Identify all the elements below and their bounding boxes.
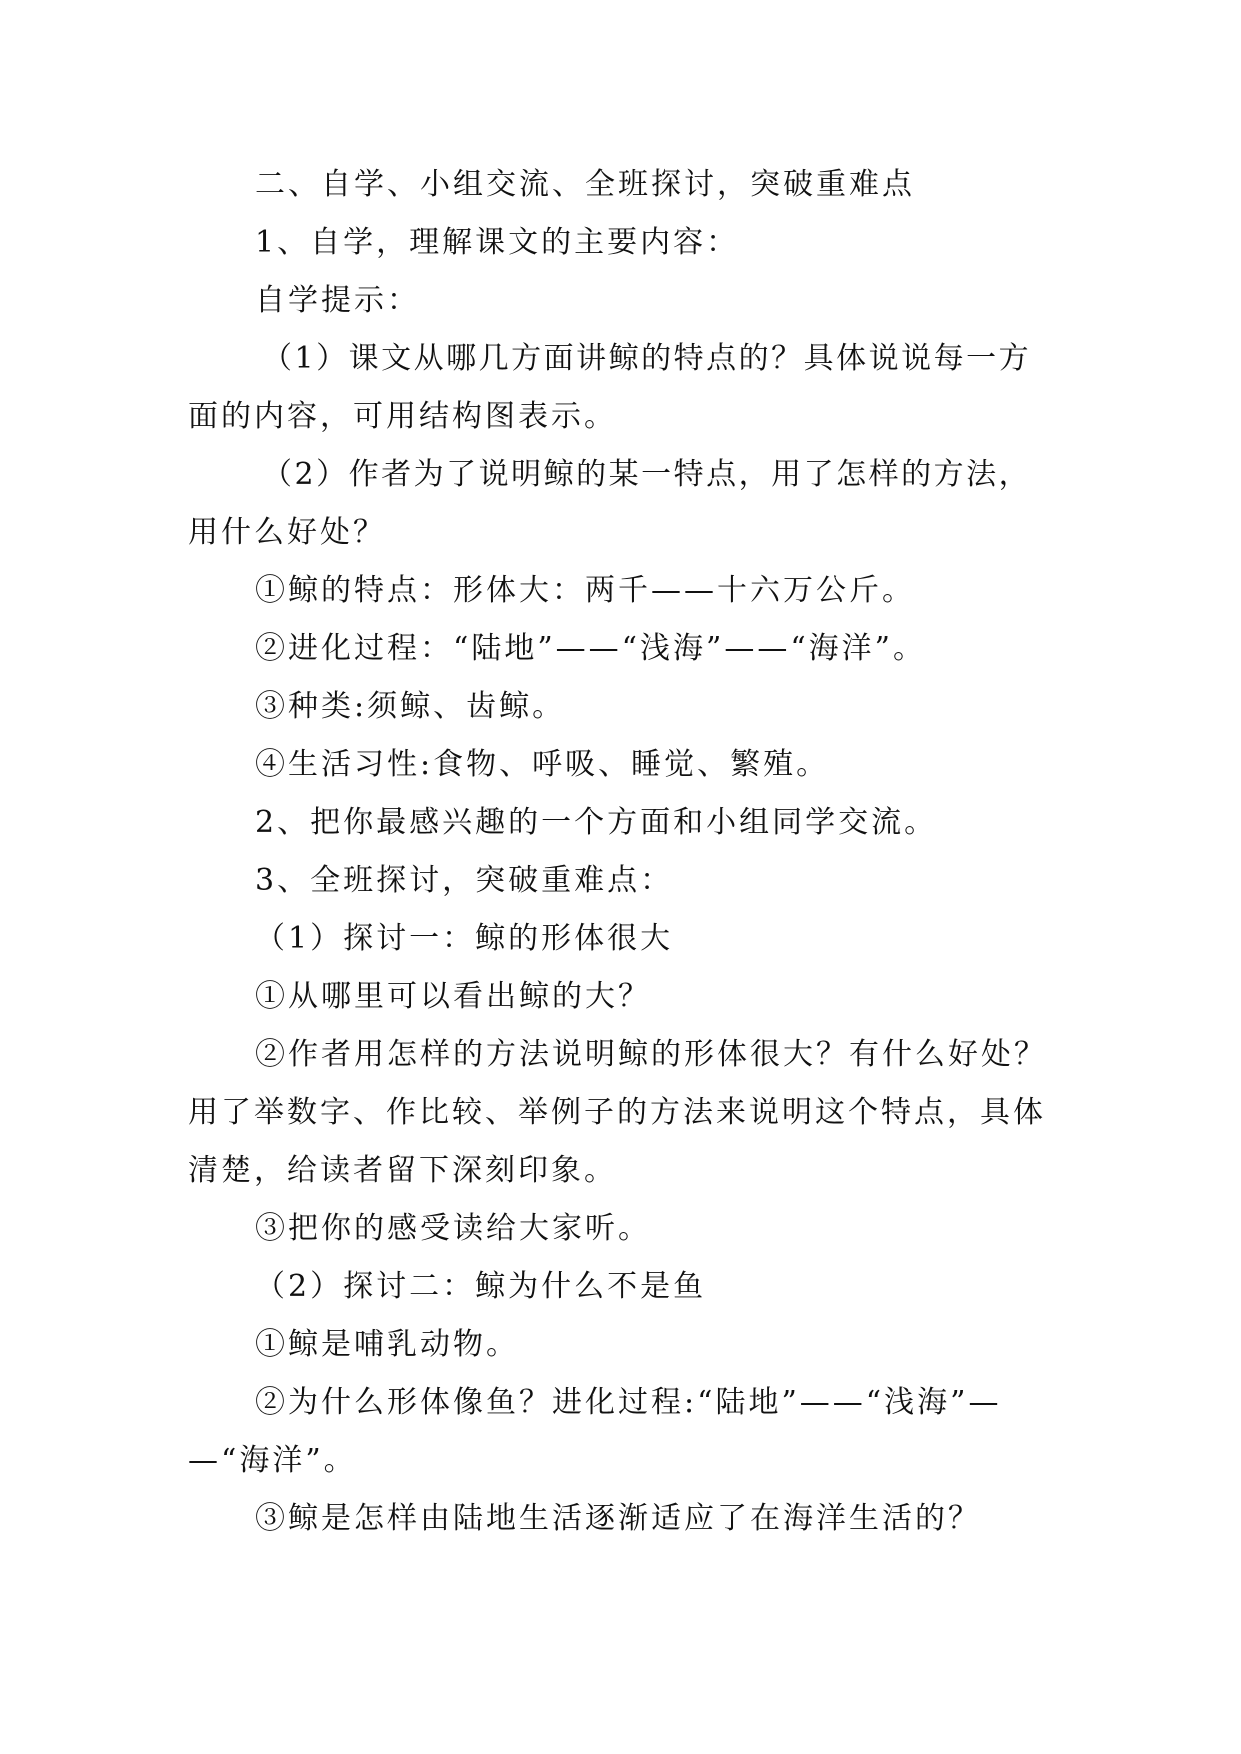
point-types: ③种类:须鲸、齿鲸。 — [255, 689, 566, 724]
class-discussion-heading: 3、全班探讨，突破重难点： — [255, 863, 674, 898]
hint-item-1: （1）课文从哪几方面讲鲸的特点的？具体说说每一方 — [262, 341, 1032, 376]
self-study-hint-label: 自学提示： — [255, 283, 420, 318]
section-heading: 二、自学、小组交流、全班探讨，突破重难点 — [255, 167, 915, 202]
subheading-self-study: 1、自学，理解课文的主要内容： — [255, 225, 740, 260]
point-whale-size: ①鲸的特点：形体大：两千——十六万公斤。 — [255, 573, 915, 608]
discussion-2-point-3: ③鲸是怎样由陆地生活逐渐适应了在海洋生活的？ — [255, 1501, 981, 1536]
discussion-1-title: （1）探讨一：鲸的形体很大 — [255, 921, 674, 956]
discussion-2-point-2: ②为什么形体像鱼？进化过程:“陆地”——“浅海”— — [255, 1385, 1002, 1420]
hint-item-2: （2）作者为了说明鲸的某一特点，用了怎样的方法， — [262, 457, 1032, 492]
discussion-1-q2: ②作者用怎样的方法说明鲸的形体很大？有什么好处？ — [255, 1037, 1047, 1072]
discussion-2-title: （2）探讨二：鲸为什么不是鱼 — [255, 1269, 707, 1304]
discussion-2-point-1: ①鲸是哺乳动物。 — [255, 1327, 519, 1362]
hint-item-1-continued: 面的内容，可用结构图表示。 — [188, 399, 617, 434]
group-exchange: 2、把你最感兴趣的一个方面和小组同学交流。 — [255, 805, 938, 840]
hint-item-2-continued: 用什么好处？ — [188, 515, 386, 550]
discussion-1-answer: 用了举数字、作比较、举例子的方法来说明这个特点，具体 — [188, 1095, 1046, 1130]
point-habits: ④生活习性:食物、呼吸、睡觉、繁殖。 — [255, 747, 830, 782]
discussion-1-q1: ①从哪里可以看出鲸的大？ — [255, 979, 651, 1014]
discussion-2-point-2-continued: —“海洋”。 — [188, 1443, 357, 1478]
point-evolution: ②进化过程：“陆地”——“浅海”——“海洋”。 — [255, 631, 927, 666]
discussion-1-answer-continued: 清楚，给读者留下深刻印象。 — [188, 1153, 617, 1188]
discussion-1-q3: ③把你的感受读给大家听。 — [255, 1211, 651, 1246]
